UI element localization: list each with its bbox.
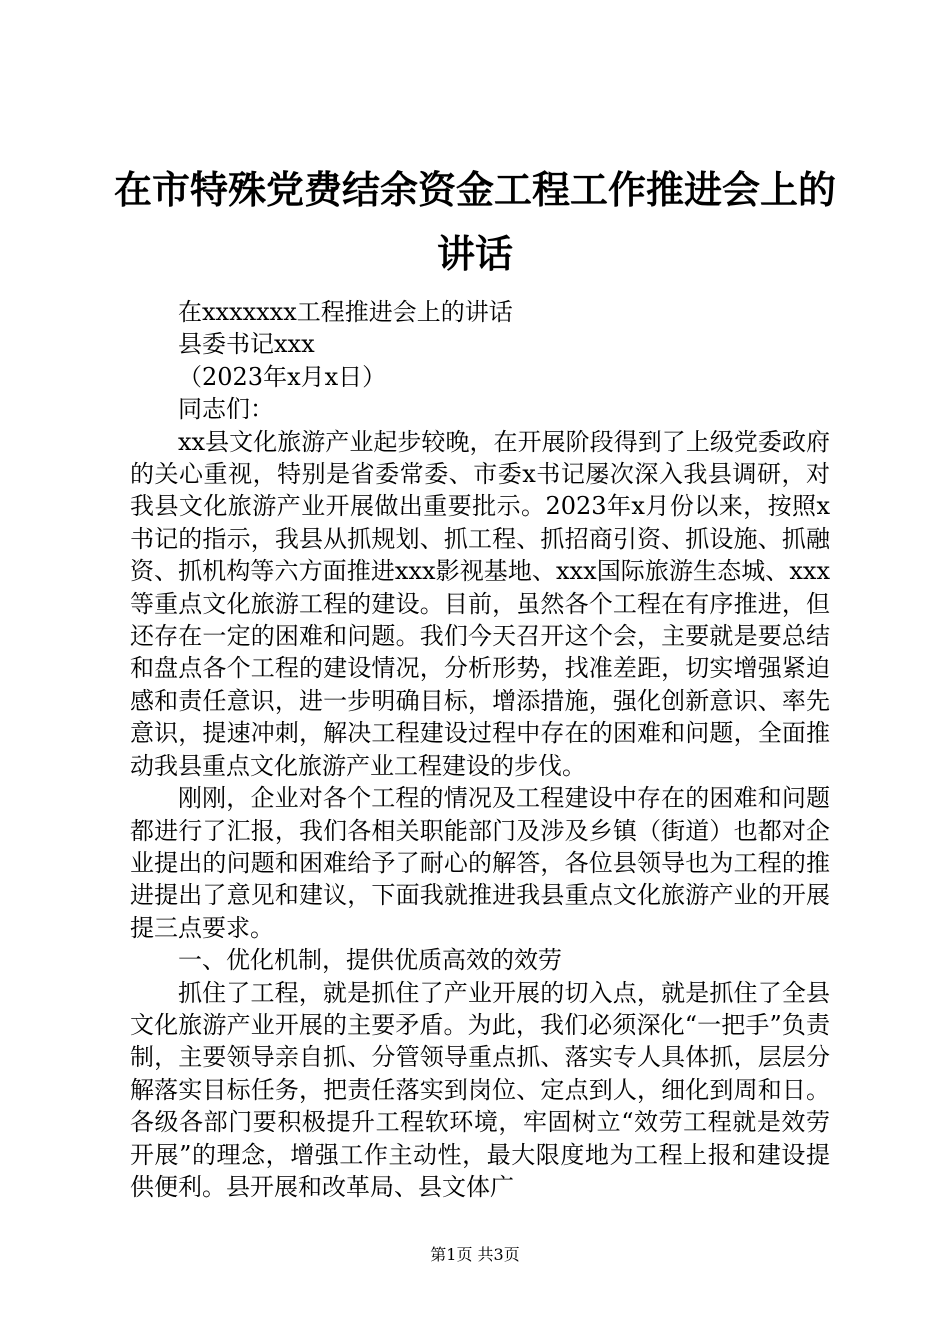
page-footer: 第1页 共3页	[430, 1245, 520, 1264]
body-paragraph: 抓住了工程，就是抓住了产业开展的切入点，就是抓住了全县文化旅游产业开展的主要矛盾。为此，我们必须深化“一把手”负责制，主要领导亲自抓、分管领导重点抓、落实专人具体抓，层层分解落实目标任务，把责任落实到岗位、定点到人，细化到周和日。各级各部门要积极提升工程软环境，牢固树立“效劳工程就是效劳开展”的理念，增强工作主动性，最大限度地为工程上报和建设提供便利。县开展和改革局、县文体广	[130, 978, 830, 1201]
document-body	[130, 296, 830, 1203]
body-paragraph: xx县文化旅游产业起步较晚，在开展阶段得到了上级党委政府的关心重视，特别是省委常委、市委x书记屡次深入我县调研，对我县文化旅游产业开展做出重要批示。2023年x月份以来，按照x书记的指示，我县从抓规划、抓工程、抓招商引资、抓设施、抓融资、抓机构等六方面推进xxx影视基地、xxx国际旅游生态城、xxx等重点文化旅游工程的建设。目前，虽然各个工程在有序推进，但还存在一定的困难和问题。我们今天召开这个会，主要就是要总结和盘点各个工程的建设情况，分析形势，找准差距，切实增强紧迫感和责任意识，进一步明确目标，增添措施，强化创新意识、率先意识，提速冲刺，解决工程建设过程中存在的困难和问题，全面推动我县重点文化旅游产业工程建设的步伐。	[130, 427, 830, 780]
speech-heading: 在xxxxxxx工程推进会上的讲话	[178, 298, 513, 326]
salutation: 同志们：	[178, 395, 274, 424]
speaker-line: 县委书记xxx	[178, 330, 315, 359]
date-line: （2023年x月x日）	[178, 362, 387, 391]
body-paragraph: 刚刚，企业对各个工程的情况及工程建设中存在的困难和问题都进行了汇报，我们各相关职能部门及涉及乡镇（街道）也都对企业提出的问题和困难给予了耐心的解答，各位县领导也为工程的推进提出了意见和建议，下面我就推进我县重点文化旅游产业的开展提三点要求。	[130, 784, 830, 942]
section-heading: 一、优化机制，提供优质高效的效劳	[178, 946, 562, 975]
document-title: 在市特殊党费结余资金工程工作推进会上的讲话	[113, 167, 836, 276]
